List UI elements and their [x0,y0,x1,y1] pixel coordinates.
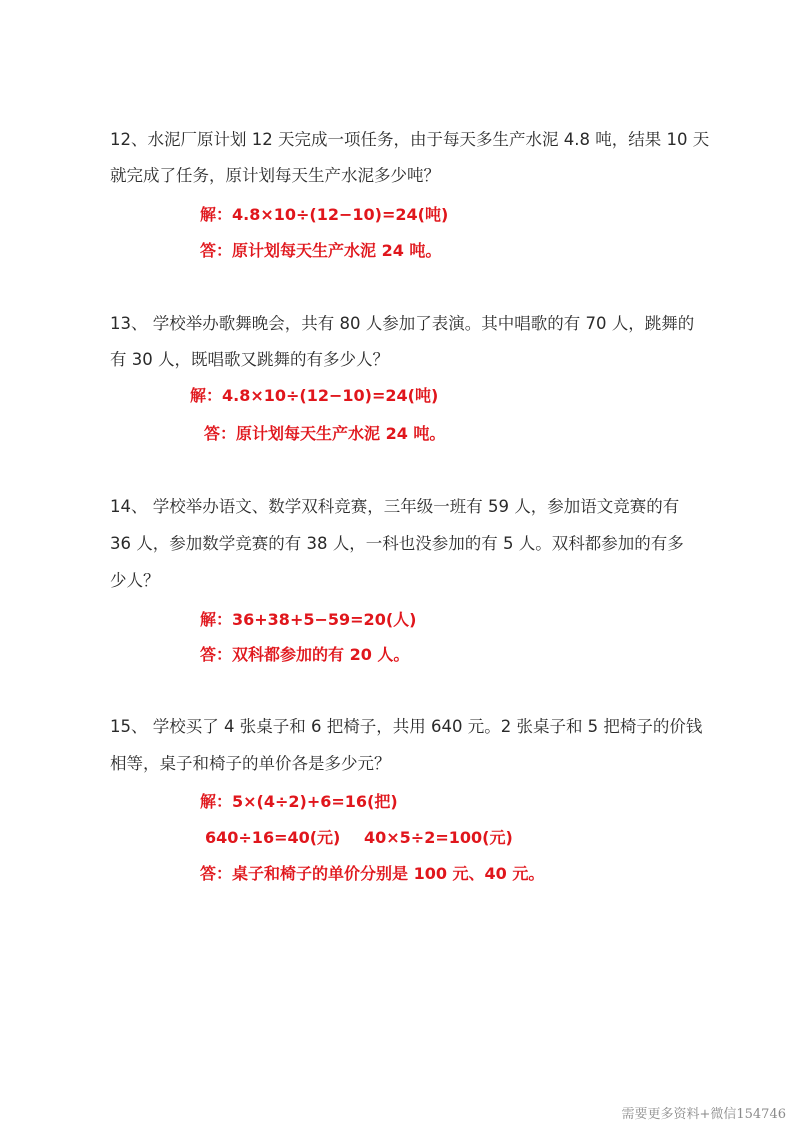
problem-15-solution-step-1: 解：5×(4÷2)+6=16(把) [200,792,398,811]
problem-15-solution-step-3: 40×5÷2=100(元) [364,828,513,847]
problem-15-line-1: 15、 学校买了 4 张桌子和 6 把椅子，共用 640 元。2 张桌子和 5 把椅子的价钱 [110,717,703,736]
watermark-text: 需要更多资料+微信154746 [621,1107,786,1122]
problem-14-line-2: 36 人，参加数学竞赛的有 38 人，一科也没参加的有 5 人。双科都参加的有多 [110,534,684,553]
problem-14-line-1: 14、 学校举办语文、数学双科竞赛，三年级一班有 59 人，参加语文竞赛的有 [110,497,680,516]
problem-15-solution-step-2: 640÷16=40(元) [205,828,341,847]
problem-13-answer: 答：原计划每天生产水泥 24 吨。 [204,424,446,443]
problem-14-line-3: 少人？ [110,571,160,590]
problem-13-solution: 解：4.8×10÷(12−10)=24(吨) [190,386,439,405]
problem-15-line-2: 相等，桌子和椅子的单价各是多少元？ [110,754,391,773]
problem-14-solution: 解：36+38+5−59=20(人) [200,610,417,629]
problem-12-solution: 解：4.8×10÷(12−10)=24(吨) [200,205,449,224]
problem-12-line-2: 就完成了任务，原计划每天生产水泥多少吨？ [110,166,440,185]
problem-12-line-1: 12、水泥厂原计划 12 天完成一项任务，由于每天多生产水泥 4.8 吨，结果 10 天 [110,130,710,149]
problem-13-line-1: 13、 学校举办歌舞晚会，共有 80 人参加了表演。其中唱歌的有 70 人，跳舞的 [110,314,695,333]
problem-14-answer: 答：双科都参加的有 20 人。 [200,645,410,664]
problem-12-answer: 答：原计划每天生产水泥 24 吨。 [200,241,442,260]
problem-13-line-2: 有 30 人，既唱歌又跳舞的有多少人？ [110,350,389,369]
problem-15-answer: 答：桌子和椅子的单价分别是 100 元、40 元。 [200,864,545,883]
